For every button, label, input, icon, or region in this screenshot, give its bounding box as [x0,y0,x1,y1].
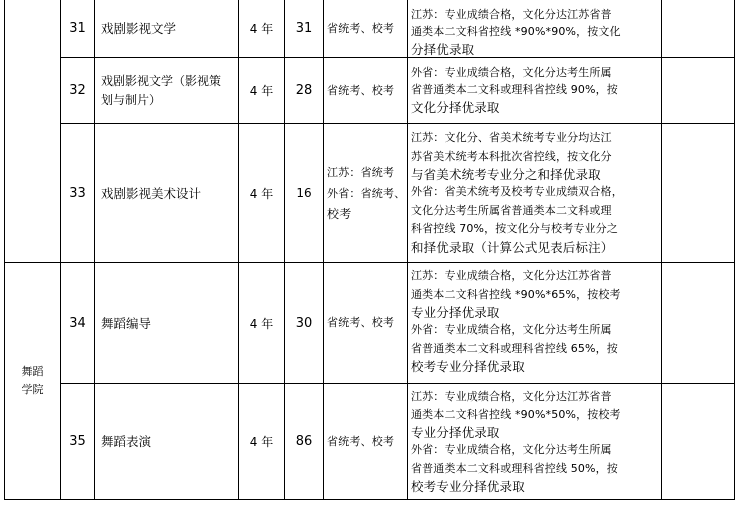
req-line: 校考专业分择优录取 [411,359,525,375]
duration: 4 年 [249,186,274,201]
plan-count: 86 [295,434,313,449]
major-name: 戏剧影视美术设计 [101,185,202,201]
major-name: 戏剧影视文学 [101,21,177,36]
req-line: 省普通类本二文科或理科省控线 50%，按 [411,461,618,475]
req-line: 江苏：专业成绩合格，文化分达江苏省普 [411,390,612,403]
major-line: 划与制片） [101,92,162,107]
exam-type: 省统考、校考 [327,434,395,448]
exam-type: 省统考、校考 [327,83,395,97]
req-line: 江苏：专业成绩合格，文化分达江苏省普 [411,269,612,282]
grid-line [661,0,662,500]
exam-line: 校考 [327,206,352,221]
req-line: 科省控线 70%，按文化分与校考专业分之 [411,222,618,236]
exam-type: 省统考、校考 [327,316,395,329]
exam-line: 外省：省统考、 [327,186,406,200]
admission-requirement [408,64,661,123]
grid-line [734,0,735,500]
duration: 4 年 [249,84,274,98]
exam-line: 江苏：省统考 [327,165,395,179]
req-line: 江苏：文化分、省美术统考专业分均达江 [411,131,612,144]
plan-count: 31 [295,21,313,36]
row-number: 35 [69,434,86,449]
plan-count: 28 [295,83,313,98]
req-line: 苏省美术统考本科批次省控线，按文化分 [411,149,612,163]
major-line: 戏剧影视文学（影视策 [101,73,222,88]
req-line: 外省：省美术统考及校考专业成绩双合格， [411,185,623,199]
req-line: 通类本二文科省控线 *90%*65%，按校考 [411,287,621,301]
req-line: 专业分择优录取 [411,425,500,441]
req-line: 通类本二文科省控线 *90%*90%，按文化 [411,25,621,39]
exam-type [324,124,407,262]
admission-requirement [408,129,661,262]
req-line: 省普通类本二文科或理科省控线 65%，按 [411,341,618,355]
req-line: 外省：专业成绩合格，文化分达考生所属 [411,443,612,457]
duration: 4 年 [249,22,274,36]
req-line: 分择优录取 [411,41,475,57]
req-line: 省普通类本二文科或理科省控线 90%，按 [411,83,618,97]
req-line: 外省：专业成绩合格，文化分达考生所属 [411,66,612,79]
college-cell [5,263,60,499]
row-number: 34 [69,315,86,331]
major-name: 舞蹈编导 [101,315,152,331]
req-line: 校考专业分择优录取 [411,478,525,494]
req-line: 文化分达考生所属省普通类本二文科或理 [411,203,612,217]
grid-line [4,499,735,500]
req-line: 文化分择优录取 [411,99,500,115]
major-name: 舞蹈表演 [101,434,152,449]
req-line: 与省美术统考专业分之和择优录取 [411,167,601,183]
admission-requirement [408,388,661,499]
req-line: 专业分择优录取 [411,305,500,321]
exam-type: 省统考、校考 [327,21,395,35]
req-line: 和择优录取（计算公式见表后标注） [411,239,614,255]
req-line: 外省：专业成绩合格，文化分达考生所属 [411,323,612,337]
duration: 4 年 [249,316,274,331]
plan-count: 16 [296,186,312,200]
admission-requirement [408,267,661,383]
req-line: 江苏：专业成绩合格，文化分达江苏省普 [411,8,612,21]
row-number: 31 [69,21,86,36]
plan-count: 30 [295,315,313,331]
college-name: 舞蹈 学院 [21,365,44,396]
row-number: 33 [69,185,86,201]
req-line: 通类本二文科省控线 *90%*50%，按校考 [411,408,621,422]
duration: 4 年 [249,435,274,449]
major-name [95,58,238,123]
row-number: 32 [69,83,86,98]
admission-requirement [408,6,661,57]
